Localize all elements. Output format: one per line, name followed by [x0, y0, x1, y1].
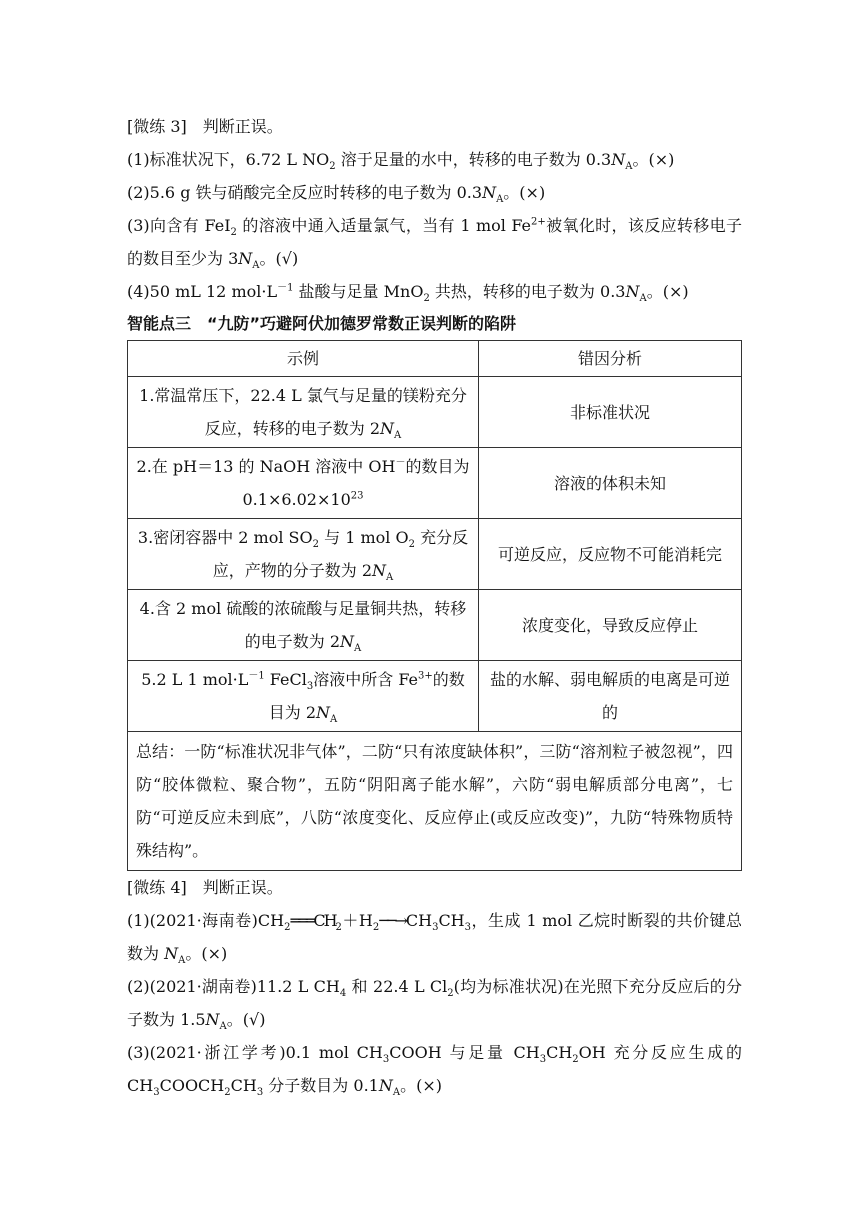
table-row — [128, 590, 742, 661]
table-cell-example: 1.常温常压下，22.4 L 氯气与足量的镁粉充分反应，转移的电子数为 $2N_A$ — [128, 377, 479, 448]
exercise-4-title: [微练 4] 判断正误。 — [127, 878, 283, 897]
table-cell-reason: 盐的水解、弱电解质的电离是可逆的 — [479, 661, 742, 732]
exercise-3-item-1: (1)标准状况下，6.72 L $NO_2$ 溶于足量的水中，转移的电子数为 $0.3N_A$。(×) — [127, 150, 675, 173]
table-row — [128, 377, 742, 448]
exercise-4-item-3: (3)(2021·浙江学考)0.1 mol $CH_3COOH$ 与足量 $CH_3CH_2OH$ 充分反应生成的 $CH_3COOCH_2CH_3$ 分子数目为 $0.1N_A$。(×) — [127, 1043, 742, 1099]
table-summary: 总结：一防“标准状况非气体”，二防“只有浓度缺体积”，三防“溶剂粒子被忽视”，四防“胶体微粒、聚合物”，五防“阴阳离子能水解”，六防“弱电解质部分电离”，七防“可逆反应未到底”，八防“浓度变化、反应停止(或反应改变)”，九防“特殊物质特殊结构”。 — [128, 732, 742, 871]
table-header-row — [128, 341, 742, 377]
table-row — [128, 519, 742, 590]
table-summary-row — [128, 732, 742, 871]
section-heading: 智能点三 “九防”巧避阿伏加德罗常数正误判断的陷阱 — [127, 314, 517, 333]
table-cell-example: 5.2 L 1 $mol\cdot L^{-1}$ FeCl$_3$溶液中所含 $Fe^{3+}$的数目为 $2N_A$ — [128, 661, 479, 732]
exercise-3-title: [微练 3] 判断正误。 — [127, 117, 283, 136]
table-cell-reason: 浓度变化，导致反应停止 — [479, 590, 742, 661]
table-header-example: 示例 — [128, 341, 479, 377]
table-cell-example: 3.密闭容器中 2 mol $SO_2$ 与 1 mol $O_2$ 充分反应，产物的分子数为 $2N_A$ — [128, 519, 479, 590]
exercise-3-item-4: (4)50 mL 12 $mol\cdot L^{-1}$ 盐酸与足量 MnO$_2$ 共热，转移的电子数为 $0.3N_A$。(×) — [127, 282, 689, 305]
document-page — [127, 110, 742, 1102]
table-row — [128, 448, 742, 519]
trap-table — [127, 340, 742, 871]
exercise-4-item-1: (1)(2021·海南卷)$CH_2═══CH_2+H_2──\to CH_3CH_3$，生成 1 mol 乙烷时断裂的共价键总数为 $N_A$。(×) — [127, 911, 742, 967]
table-cell-example: 4.含 2 mol 硫酸的浓硫酸与足量铜共热，转移的电子数为 $2N_A$ — [128, 590, 479, 661]
exercise-4-item-2: (2)(2021·湖南卷)11.2 L $CH_4$ 和 22.4 L $Cl_2$(均为标准状况)在光照下充分反应后的分子数为 $1.5N_A$。(√) — [127, 977, 742, 1033]
exercise-3-item-2: (2)5.6 g 铁与硝酸完全反应时转移的电子数为 $0.3N_A$。(×) — [127, 183, 546, 206]
table-cell-example: 2.在 pH＝13 的 NaOH 溶液中 OH－的数目为 $0.1\times 6.02\times 10^{23}$ — [128, 448, 479, 519]
table-header-reason: 错因分析 — [479, 341, 742, 377]
table-cell-reason: 可逆反应，反应物不可能消耗完 — [479, 519, 742, 590]
exercise-3-item-3: (3)向含有 FeI$_2$ 的溶液中通入适量氯气，当有 1 mol $Fe^{2+}$被氧化时，该反应转移电子的数目至少为 $3N_A$。(√) — [127, 216, 742, 272]
table-cell-reason: 非标准状况 — [479, 377, 742, 448]
table-cell-reason: 溶液的体积未知 — [479, 448, 742, 519]
table-row — [128, 661, 742, 732]
